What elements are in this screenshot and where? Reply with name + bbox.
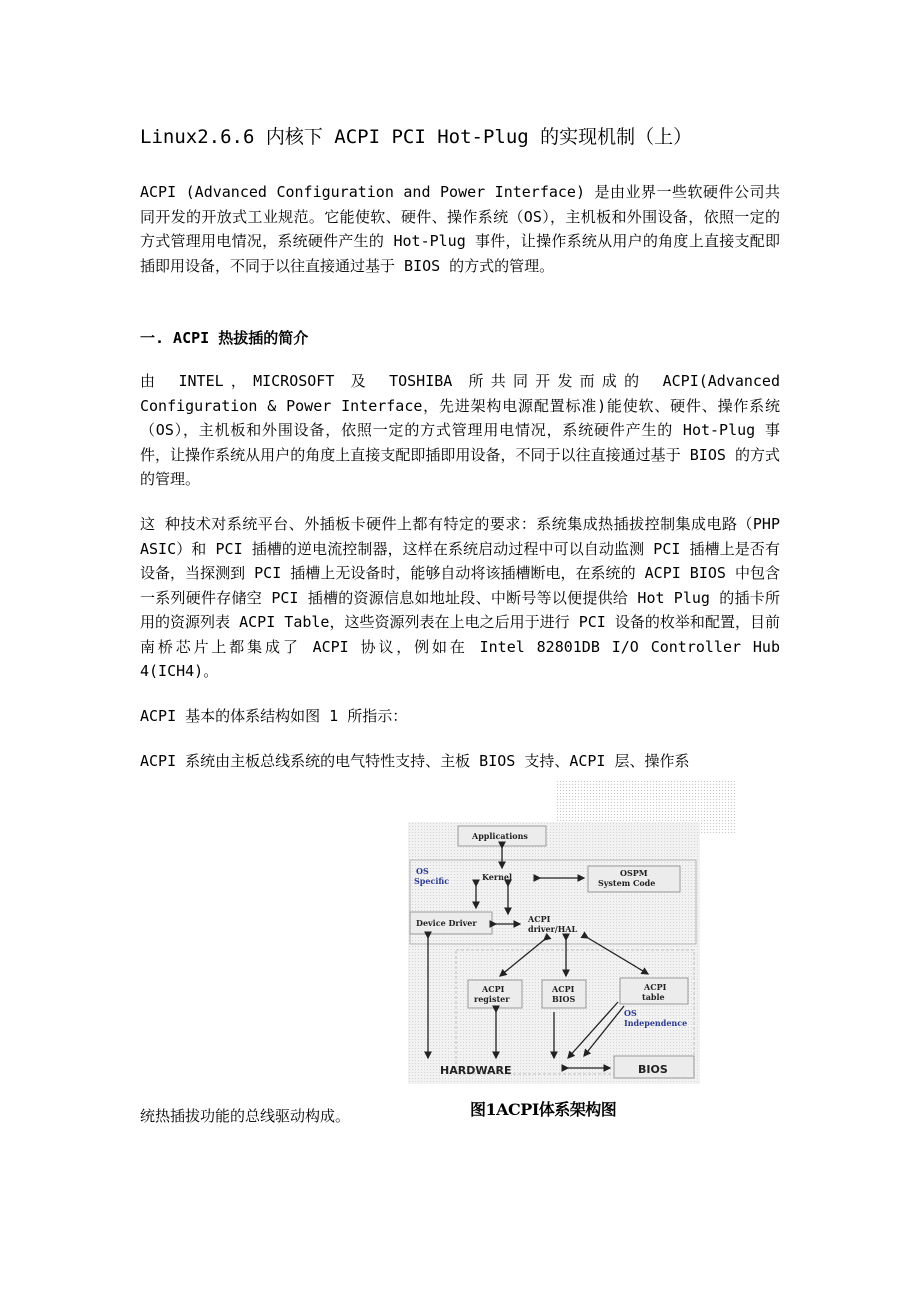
acpi-table-label: ACPI: [644, 982, 667, 992]
paragraph-acpi-system-end: 统热插拔功能的总线驱动构成。: [140, 1107, 351, 1125]
document-title: Linux2.6.6 内核下 ACPI PCI Hot-Plug 的实现机制（上）: [140, 126, 693, 148]
applications-label: Applications: [472, 831, 528, 841]
hardware-label: HARDWARE: [440, 1064, 512, 1077]
os-independence-label-2: Independence: [624, 1018, 688, 1028]
acpi-driver-label: ACPI: [528, 914, 551, 924]
os-independence-region: [456, 950, 694, 1074]
acpi-bios-label: ACPI: [552, 984, 575, 994]
acpi-table-label-2: table: [642, 992, 665, 1002]
acpi-driver-hal-label: driver/HAL: [528, 924, 578, 934]
acpi-architecture-figure: [408, 822, 700, 1084]
arrow-acpi-driver-table: [588, 938, 648, 974]
device-driver-label: Device Driver: [416, 918, 477, 928]
paragraph-architecture-intro: ACPI 基本的体系结构如图 1 所指示：: [140, 707, 408, 725]
arrow-acpi-driver-register: [500, 940, 544, 976]
os-independence-label: OS: [624, 1008, 637, 1018]
ospm-system-code-label: System Code: [598, 878, 656, 888]
paragraph-acpi-system-start: ACPI 系统由主板总线系统的电气特性支持、主板 BIOS 支持、ACPI 层、操作系: [140, 752, 690, 770]
paragraph-acpi-origin: 由 INTEL，MICROSOFT 及 TOSHIBA 所共同开发而成的 ACPI(Advanced Configuration & Power Interface，先进架构电源配置标准)能使软、硬件、操作系统（OS），主机板和外围设备，依照一定的方式管理用电情况，系统硬件产生的 Hot-Plug 事件，让操作系统从用户的角度上直接支配即插即用设备，不同于以往直接通过基于 BIOS 的方式的管理。: [140, 372, 780, 488]
acpi-register-label: ACPI: [482, 984, 505, 994]
acpi-bios-label-2: BIOS: [552, 994, 576, 1004]
os-specific-label-2: Specific: [414, 876, 450, 886]
kernel-label: Kernel: [482, 872, 513, 882]
arrow-table-hardware: [568, 1002, 618, 1058]
section-heading-acpi-intro: 一. ACPI 热拔插的简介: [140, 329, 309, 347]
arrow-bios-table: [584, 1006, 624, 1056]
paragraph-hotplug-requirements: 这 种技术对系统平台、外插板卡硬件上都有特定的要求：系统集成热插拔控制集成电路（PHP ASIC）和 PCI 插槽的逆电流控制器，这样在系统启动过程中可以自动监测 PCI 插槽上是否有设备，当探测到 PCI 插槽上无设备时，能够自动将该插槽断电，在系统的 ACPI BIOS 中包含一系列硬件存储空 PCI 插槽的资源信息如地址段、中断号等以便提供给 Hot Plug 的插卡所用的资源列表 ACPI Table，这些资源列表在上电之后用于进行 PCI 设备的枚举和配置，目前南桥芯片上都集成了 ACPI 协议，例如在 Intel 82801DB I/O Controller Hub 4(ICH4)。: [140, 515, 780, 680]
intro-paragraph: ACPI (Advanced Configuration and Power Interface) 是由业界一些软硬件公司共同开发的开放式工业规范。它能使软、硬件、操作系统（OS），主机板和外围设备，依照一定的方式管理用电情况，系统硬件产生的 Hot-Plug 事件，让操作系统从用户的角度上直接支配即插即用设备，不同于以往直接通过基于 BIOS 的方式的管理。: [140, 183, 780, 275]
os-specific-label: OS: [416, 866, 429, 876]
ospm-label: OSPM: [620, 868, 648, 878]
figure-caption: 图1ACPI体系架构图: [470, 1100, 617, 1119]
acpi-register-label-2: register: [474, 994, 510, 1004]
acpi-architecture-diagram: [408, 822, 700, 1084]
bios-label: BIOS: [638, 1063, 668, 1076]
